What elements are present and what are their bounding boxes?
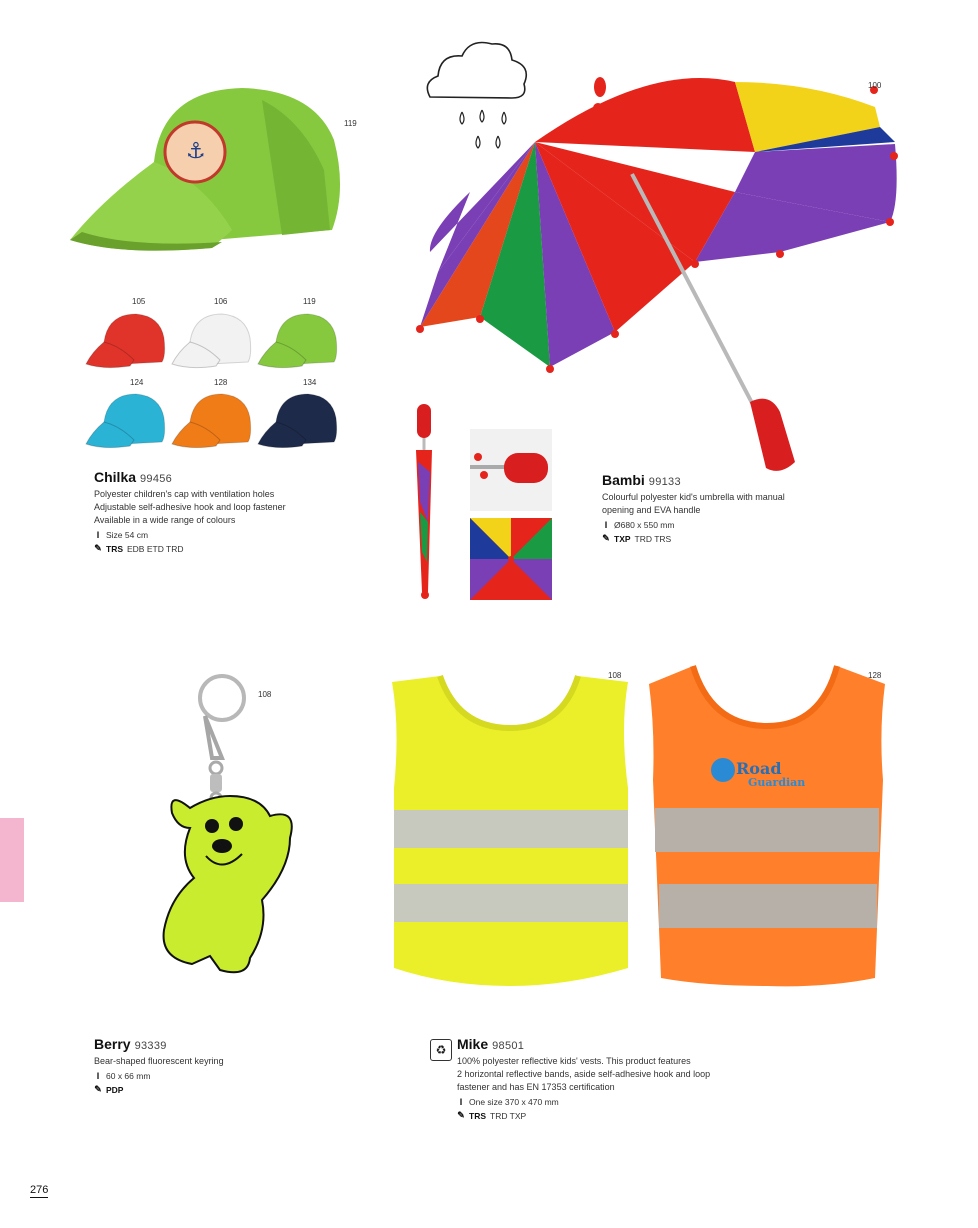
berry-product-info: [94, 1036, 324, 1095]
chilka-variant-code: 119: [303, 297, 316, 306]
chilka-print-row: [94, 543, 324, 554]
chilka-variant-code: 124: [130, 378, 144, 387]
bambi-print-row: [602, 533, 842, 544]
berry-size-row: [94, 1071, 324, 1081]
chilka-main-color-code: 119: [344, 119, 357, 128]
bambi-name: Bambi: [602, 472, 645, 488]
berry-keyring-image: [150, 668, 310, 998]
svg-text:⚓: ⚓: [186, 139, 206, 164]
mike-print-row: [457, 1110, 777, 1121]
mike-vest-logo: [736, 759, 806, 790]
bambi-canopy-detail-image: [470, 518, 552, 600]
chilka-size-row: [94, 530, 324, 540]
size-icon: Ι: [96, 1071, 100, 1081]
bambi-closed-umbrella-image: [408, 402, 442, 602]
mike-product-info: [457, 1036, 777, 1121]
bambi-title: [602, 472, 842, 488]
bambi-print-methods: TRD TRS: [634, 533, 672, 544]
chilka-variant-code: 134: [303, 378, 317, 387]
bambi-print-label: TXP: [614, 533, 631, 544]
mike-desc-line: 2 horizontal reflective bands, aside self-adhesive hook and loop: [457, 1069, 711, 1079]
recycle-badge-icon: ♻: [430, 1039, 452, 1061]
mike-size: One size 370 x 470 mm: [469, 1097, 559, 1107]
bambi-desc-line: Colourful polyester kid's umbrella with manual: [602, 492, 785, 502]
chilka-variants-grid: [84, 308, 354, 448]
mike-yellow-code: 108: [608, 671, 622, 680]
berry-ref: 93339: [134, 1040, 167, 1052]
berry-desc-line: Bear-shaped fluorescent keyring: [94, 1056, 224, 1066]
cap-variant-119: [258, 314, 337, 368]
chilka-print-label: TRS: [106, 543, 123, 554]
pen-icon: ✎: [457, 1110, 465, 1120]
page-number: 276: [30, 1184, 49, 1196]
chilka-variant-code: 105: [132, 297, 146, 306]
mike-orange-vest-image: [645, 660, 890, 990]
berry-size: 60 x 66 mm: [106, 1071, 151, 1081]
size-icon: Ι: [459, 1097, 463, 1107]
chilka-title: [94, 469, 324, 485]
mike-description: [457, 1055, 777, 1094]
mike-size-row: [457, 1097, 777, 1107]
mike-print-label: TRS: [469, 1110, 486, 1121]
berry-print-row: [94, 1084, 324, 1095]
pen-icon: ✎: [94, 543, 102, 553]
mike-yellow-vest-image: [388, 668, 633, 988]
mike-title: [457, 1036, 777, 1052]
chilka-variant-code: 128: [214, 378, 228, 387]
berry-color-code: 108: [258, 690, 272, 699]
mike-desc-line: fastener and has EN 17353 certification: [457, 1082, 615, 1092]
bambi-ref: 99133: [648, 476, 681, 488]
mike-print-methods: TRD TXP: [490, 1110, 527, 1121]
mike-name: Mike: [457, 1036, 489, 1052]
bambi-size-row: [602, 520, 842, 530]
chilka-desc-line: Available in a wide range of colours: [94, 515, 236, 525]
cap-variant-105: [86, 314, 165, 368]
chilka-desc-line: Polyester children's cap with ventilation holes: [94, 489, 275, 499]
chilka-name: Chilka: [94, 469, 137, 485]
berry-name: Berry: [94, 1036, 131, 1052]
cap-variant-106: [172, 314, 251, 368]
bambi-handle-detail-image: [470, 429, 552, 511]
bambi-size: Ø680 x 550 mm: [614, 520, 675, 530]
cap-variant-124: [86, 394, 165, 448]
mike-orange-code: 128: [868, 671, 882, 680]
size-icon: Ι: [604, 520, 608, 530]
bambi-main-umbrella-image: [410, 72, 910, 482]
chilka-ref: 99456: [140, 473, 173, 485]
section-color-tab: [0, 818, 24, 902]
chilka-size: Size 54 cm: [106, 530, 149, 540]
bambi-description: [602, 491, 842, 517]
mike-desc-line: 100% polyester reflective kids' vests. This product features: [457, 1056, 691, 1066]
size-icon: Ι: [96, 530, 100, 540]
bambi-color-code: 100: [868, 81, 882, 90]
chilka-desc-line: Adjustable self-adhesive hook and loop fastener: [94, 502, 286, 512]
chilka-description: [94, 488, 324, 527]
chilka-print-methods: EDB ETD TRD: [127, 543, 184, 554]
chilka-main-cap-image: [62, 80, 352, 260]
mike-logo-line1: Road: [736, 759, 782, 778]
berry-title: [94, 1036, 324, 1052]
bambi-desc-line: opening and EVA handle: [602, 505, 701, 515]
cap-variant-134: [258, 394, 337, 448]
mike-ref: 98501: [492, 1040, 525, 1052]
berry-description: [94, 1055, 324, 1068]
mike-logo-line2: Guardian: [748, 776, 806, 789]
berry-print-label: PDP: [106, 1084, 124, 1095]
chilka-variant-code: 106: [214, 297, 228, 306]
bambi-product-info: [602, 472, 842, 544]
chilka-product-info: [94, 469, 324, 554]
cap-variant-128: [172, 394, 251, 448]
pen-icon: ✎: [602, 533, 610, 543]
pen-icon: ✎: [94, 1084, 102, 1094]
